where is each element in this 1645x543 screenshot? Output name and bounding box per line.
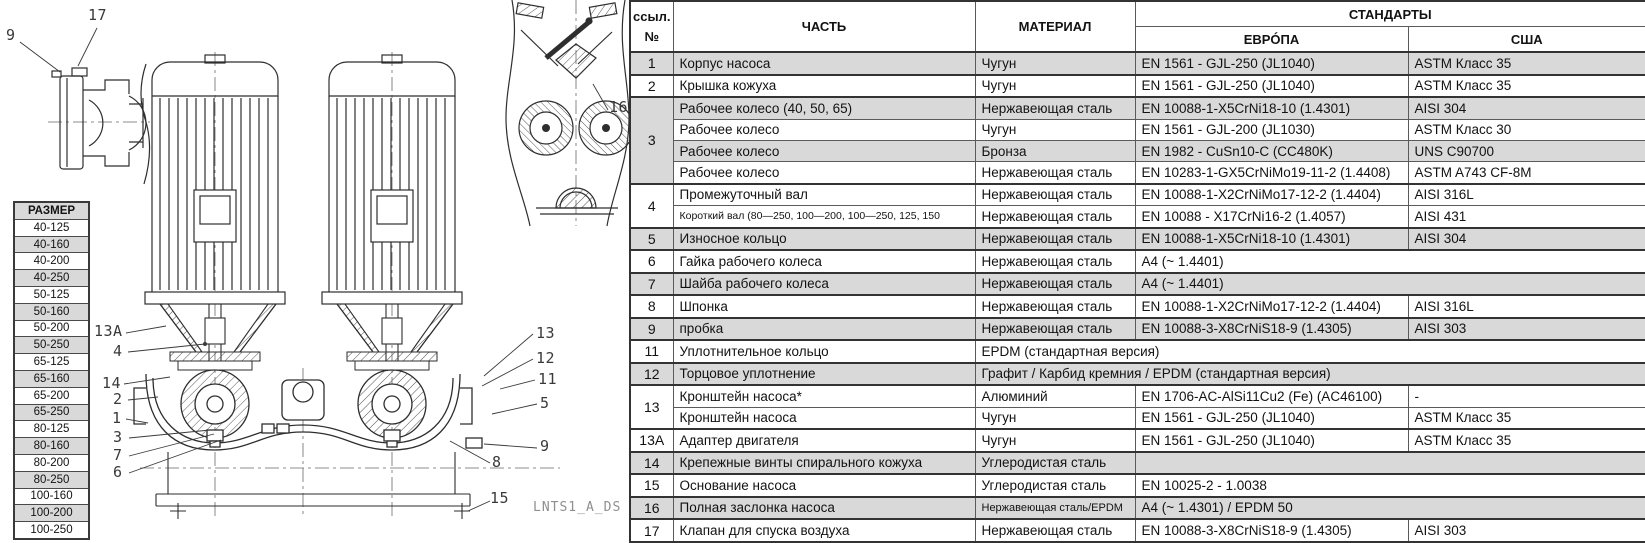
size-row (14, 236, 89, 253)
parts-row (630, 295, 1645, 318)
parts-row (630, 474, 1645, 497)
callout-13: 13 (536, 324, 556, 342)
size-row (14, 438, 89, 455)
usa-standard-cell: ASTM Класс 35 (1408, 407, 1645, 429)
europe-standard-cell: EN 1982 - CuSn10-C (CC480K) (1135, 140, 1408, 161)
base-frame (156, 452, 470, 519)
size-cell: 100-200 (14, 505, 89, 522)
usa-standard-cell: AISI 316L (1408, 295, 1645, 318)
parts-row (630, 97, 1645, 119)
callout-3: 3 (113, 428, 123, 446)
ref-cell: 1 (630, 52, 673, 75)
parts-row (630, 407, 1645, 429)
size-row (14, 522, 89, 539)
usa-standard-cell: AISI 431 (1408, 206, 1645, 228)
material-cell: Нержавеющая сталь (975, 162, 1135, 184)
europe-standard-cell: EN 1561 - GJL-250 (JL1040) (1135, 75, 1408, 98)
europe-standard-cell: EN 10088-1-X2CrNiMo17-12-2 (1.4404) (1135, 184, 1408, 206)
part-cell: Рабочее колесо (673, 162, 975, 184)
europe-standard-cell: EN 10088-1-X5CrNi18-10 (1.4301) (1135, 228, 1408, 251)
size-row (14, 471, 89, 488)
material-cell: Нержавеющая сталь (975, 228, 1135, 251)
callout-11: 11 (538, 370, 558, 388)
usa-standard-cell: AISI 316L (1408, 184, 1645, 206)
callout-9-right: 9 (540, 437, 550, 455)
callout-12: 12 (536, 349, 556, 367)
side-view-inset (52, 64, 150, 184)
callout-2: 2 (113, 390, 123, 408)
callout-1: 1 (112, 409, 122, 427)
material-cell: Нержавеющая сталь (975, 295, 1135, 318)
usa-standard-cell: AISI 304 (1408, 228, 1645, 251)
usa-standard-cell: ASTM Класс 35 (1408, 52, 1645, 75)
size-row (14, 270, 89, 287)
ref-cell: 11 (630, 340, 673, 363)
europe-standard-cell: EN 10088-1-X5CrNi18-10 (1.4301) (1135, 97, 1408, 119)
volute-casing (134, 370, 482, 450)
material-cell: Нержавеющая сталь (975, 318, 1135, 341)
size-table (13, 201, 90, 540)
material-cell: Алюминий (975, 385, 1135, 407)
usa-standard-cell: ASTM Класс 35 (1408, 429, 1645, 452)
part-cell: Полная заслонка насоса (673, 497, 975, 520)
seal-housings (170, 352, 437, 370)
size-cell: 65-160 (14, 370, 89, 387)
ref-cell: 3 (630, 97, 673, 184)
part-cell: Корпус насоса (673, 52, 975, 75)
part-cell: Износное кольцо (673, 228, 975, 251)
callout-15: 15 (490, 489, 510, 507)
parts-row (630, 497, 1645, 520)
usa-standard-cell: ASTM Класс 30 (1408, 119, 1645, 140)
parts-row (630, 162, 1645, 184)
ref-cell: 12 (630, 363, 673, 386)
col-header-europe: ЕВРÓПА (1135, 27, 1408, 53)
col-header-material: МАТЕРИАЛ (975, 1, 1135, 52)
part-cell: Шайба рабочего колеса (673, 273, 975, 296)
size-row (14, 337, 89, 354)
usa-standard-cell: - (1408, 385, 1645, 407)
size-row (14, 454, 89, 471)
europe-standard-cell: EN 10283-1-GX5CrNiMo19-11-2 (1.4408) (1135, 162, 1408, 184)
part-cell: Рабочее колесо (673, 140, 975, 161)
usa-standard-cell: ASTM Класс 35 (1408, 75, 1645, 98)
parts-row (630, 363, 1645, 386)
part-cell: Адаптер двигателя (673, 429, 975, 452)
europe-standard-cell (1135, 452, 1645, 475)
material-cell: Чугун (975, 75, 1135, 98)
parts-row (630, 250, 1645, 273)
material-cell: Нержавеющая сталь (975, 184, 1135, 206)
parts-row (630, 273, 1645, 296)
callout-6: 6 (113, 463, 123, 481)
diagram-panel (0, 0, 629, 543)
usa-standard-cell: AISI 304 (1408, 97, 1645, 119)
part-cell: Шпонка (673, 295, 975, 318)
material-cell: EPDM (стандартная версия) (975, 340, 1645, 363)
part-cell: Кронштейн насоса* (673, 385, 975, 407)
europe-standard-cell: A4 (~ 1.4401) (1135, 273, 1645, 296)
europe-standard-cell: EN 1706-AC-AlSi11Cu2 (Fe) (AC46100) (1135, 385, 1408, 407)
size-cell: 100-250 (14, 522, 89, 539)
ref-cell: 5 (630, 228, 673, 251)
header-row-1 (630, 1, 1645, 27)
callout-leaders (20, 28, 608, 511)
part-cell: Основание насоса (673, 474, 975, 497)
size-row (14, 303, 89, 320)
size-row (14, 354, 89, 371)
part-cell: пробка (673, 318, 975, 341)
part-cell: Рабочее колесо (673, 119, 975, 140)
size-row (14, 404, 89, 421)
size-cell: 80-250 (14, 471, 89, 488)
material-cell: Нержавеющая сталь (975, 97, 1135, 119)
europe-standard-cell: A4 (~ 1.4401) (1135, 250, 1645, 273)
size-cell: 100-160 (14, 488, 89, 505)
size-cell: 65-200 (14, 387, 89, 404)
material-cell: Чугун (975, 52, 1135, 75)
callout-17: 17 (88, 6, 108, 24)
callout-5: 5 (540, 394, 550, 412)
callout-14: 14 (102, 374, 122, 392)
usa-standard-cell: AISI 303 (1408, 318, 1645, 341)
europe-standard-cell: EN 10088-1-X2CrNiMo17-12-2 (1.4404) (1135, 295, 1408, 318)
callout-7: 7 (113, 446, 123, 464)
material-cell: Нержавеющая сталь/EPDM (975, 497, 1135, 520)
size-row (14, 370, 89, 387)
europe-standard-cell: EN 10088-3-X8CrNiS18-9 (1.4305) (1135, 318, 1408, 341)
size-cell: 65-250 (14, 404, 89, 421)
europe-standard-cell: EN 10088-3-X8CrNiS18-9 (1.4305) (1135, 519, 1408, 542)
europe-standard-cell: EN 1561 - GJL-250 (JL1040) (1135, 407, 1408, 429)
col-header-standards: СТАНДАРТЫ (1135, 1, 1645, 27)
material-cell: Нержавеющая сталь (975, 250, 1135, 273)
usa-standard-cell: UNS C90700 (1408, 140, 1645, 161)
ref-cell: 13A (630, 429, 673, 452)
parts-row (630, 184, 1645, 206)
size-row (14, 253, 89, 270)
parts-row (630, 452, 1645, 475)
europe-standard-cell: A4 (~ 1.4301) / EPDM 50 (1135, 497, 1645, 520)
parts-row (630, 52, 1645, 75)
drawing-code: LNTS1_A_DS (533, 500, 622, 515)
size-row (14, 421, 89, 438)
parts-row (630, 140, 1645, 161)
part-cell: Короткий вал (80—250, 100—200, 100—250, 125, 150 (673, 206, 975, 228)
part-cell: Клапан для спуска воздуха (673, 519, 975, 542)
size-cell: 50-125 (14, 287, 89, 304)
ref-cell: 4 (630, 184, 673, 228)
part-cell: Крышка кожуха (673, 75, 975, 98)
ref-cell: 6 (630, 250, 673, 273)
size-row (14, 488, 89, 505)
size-cell: 50-250 (14, 337, 89, 354)
ref-cell: 17 (630, 519, 673, 542)
part-cell: Гайка рабочего колеса (673, 250, 975, 273)
size-cell: 80-160 (14, 438, 89, 455)
material-cell: Бронза (975, 140, 1135, 161)
parts-row (630, 318, 1645, 341)
material-cell: Углеродистая сталь (975, 474, 1135, 497)
col-header-part: ЧАСТЬ (673, 1, 975, 52)
size-cell: 50-160 (14, 303, 89, 320)
size-cell: 50-200 (14, 320, 89, 337)
part-cell: Рабочее колесо (40, 50, 65) (673, 97, 975, 119)
parts-row (630, 206, 1645, 228)
europe-standard-cell: EN 1561 - GJL-250 (JL1040) (1135, 429, 1408, 452)
callout-8: 8 (492, 453, 502, 471)
size-table-header: РАЗМЕР (14, 202, 89, 219)
part-cell: Крепежные винты спирального кожуха (673, 452, 975, 475)
ref-cell: 15 (630, 474, 673, 497)
ref-cell: 2 (630, 75, 673, 98)
pump-technical-drawing (0, 0, 629, 543)
parts-row (630, 429, 1645, 452)
callout-9-side: 9 (6, 26, 16, 44)
ref-cell: 16 (630, 497, 673, 520)
callout-16: 16 (609, 98, 629, 116)
material-cell: Чугун (975, 429, 1135, 452)
size-cell: 80-200 (14, 454, 89, 471)
callout-13A: 13A (94, 322, 123, 340)
parts-row (630, 228, 1645, 251)
callout-4: 4 (113, 342, 123, 360)
material-cell: Нержавеющая сталь (975, 273, 1135, 296)
material-cell: Нержавеющая сталь (975, 206, 1135, 228)
size-cell: 40-125 (14, 219, 89, 236)
ref-cell: 7 (630, 273, 673, 296)
size-cell: 65-125 (14, 354, 89, 371)
part-cell: Промежуточный вал (673, 184, 975, 206)
material-cell: Чугун (975, 407, 1135, 429)
material-cell: Графит / Карбид кремния / EPDM (стандартная версия) (975, 363, 1645, 386)
material-cell: Нержавеющая сталь (975, 519, 1135, 542)
size-cell: 40-250 (14, 270, 89, 287)
parts-row (630, 119, 1645, 140)
part-cell: Торцовое уплотнение (673, 363, 975, 386)
ref-cell: 14 (630, 452, 673, 475)
size-row (14, 505, 89, 522)
parts-row (630, 385, 1645, 407)
europe-standard-cell: EN 1561 - GJL-250 (JL1040) (1135, 52, 1408, 75)
size-cell: 40-160 (14, 236, 89, 253)
material-cell: Чугун (975, 119, 1135, 140)
ref-cell: 13 (630, 385, 673, 429)
size-row (14, 387, 89, 404)
size-row (14, 219, 89, 236)
parts-row (630, 519, 1645, 542)
size-row (14, 287, 89, 304)
parts-row (630, 340, 1645, 363)
ref-cell: 8 (630, 295, 673, 318)
parts-row (630, 75, 1645, 98)
size-row (14, 320, 89, 337)
europe-standard-cell: EN 10088 - X17CrNi16-2 (1.4057) (1135, 206, 1408, 228)
usa-standard-cell: AISI 303 (1408, 519, 1645, 542)
part-cell: Уплотнительное кольцо (673, 340, 975, 363)
material-cell: Углеродистая сталь (975, 452, 1135, 475)
europe-standard-cell: EN 1561 - GJL-200 (JL1030) (1135, 119, 1408, 140)
parts-materials-table (629, 0, 1645, 543)
col-header-ref: ссыл. № (630, 1, 673, 52)
ref-cell: 9 (630, 318, 673, 341)
part-cell: Кронштейн насоса (673, 407, 975, 429)
col-header-usa: США (1408, 27, 1645, 53)
size-cell: 40-200 (14, 253, 89, 270)
usa-standard-cell: ASTM A743 CF-8M (1408, 162, 1645, 184)
europe-standard-cell: EN 10025-2 - 1.0038 (1135, 474, 1645, 497)
centerlines (48, 0, 576, 518)
size-cell: 80-125 (14, 421, 89, 438)
